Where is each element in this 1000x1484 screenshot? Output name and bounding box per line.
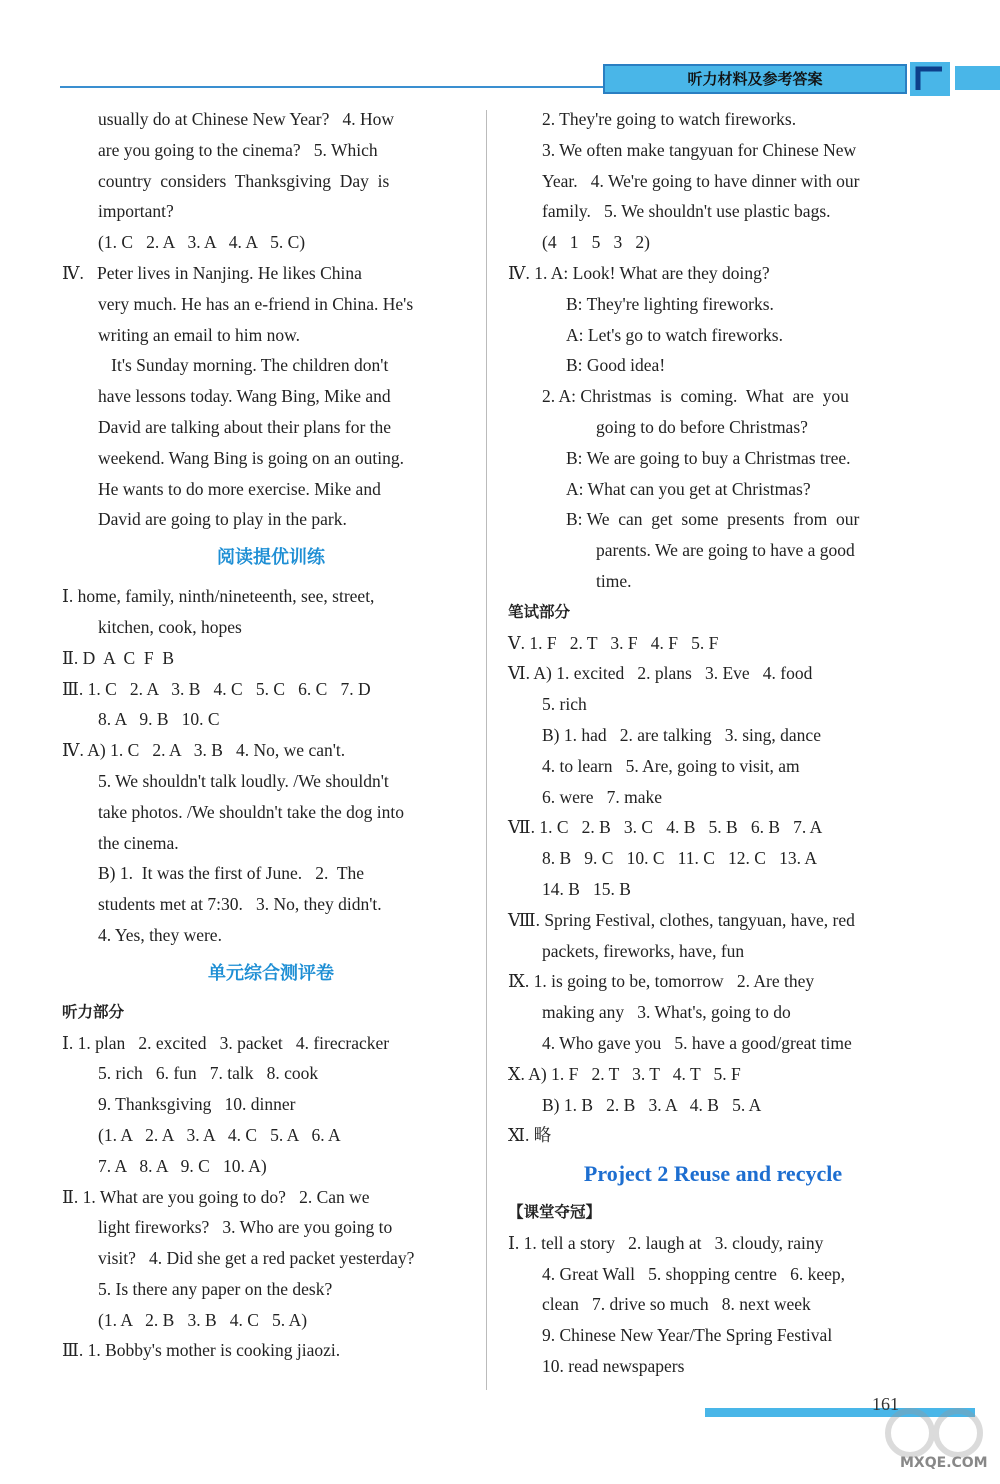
text-line: writing an email to him now.: [98, 324, 301, 345]
project-heading: Project 2 Reuse and recycle: [583, 1161, 843, 1187]
text-line: 5. We shouldn't talk loudly. /We shouldn't: [98, 770, 389, 791]
text-line: 4. Great Wall 5. shopping centre 6. keep,: [542, 1263, 845, 1284]
section-heading: 单元综合测评卷: [208, 962, 334, 984]
text-line: 14. B 15. B: [542, 878, 631, 899]
text-line: packets, fireworks, have, fun: [542, 940, 745, 961]
text-line: B: Good idea!: [566, 355, 666, 376]
text-line: students met at 7:30. 3. No, they didn't.: [98, 894, 382, 915]
text-line: Ⅵ. A) 1. excited 2. plans 3. Eve 4. food: [508, 663, 813, 684]
text-line: family. 5. We shouldn't use plastic bags.: [542, 201, 831, 222]
text-line: Ⅳ. A) 1. C 2. A 3. B 4. No, we can't.: [62, 740, 346, 761]
text-line: 4. Who gave you 5. have a good/great time: [542, 1032, 852, 1053]
text-line: Ⅸ. 1. is going to be, tomorrow 2. Are they: [508, 971, 815, 992]
text-line: B: We are going to buy a Christmas tree.: [566, 447, 851, 468]
text-line: B) 1. It was the first of June. 2. The: [98, 863, 365, 884]
text-line: (4 1 5 3 2): [542, 232, 650, 253]
text-line: Ⅲ. 1. Bobby's mother is cooking jiaozi.: [62, 1340, 341, 1361]
text-line: usually do at Chinese New Year? 4. How: [98, 109, 394, 129]
text-line: Year. 4. We're going to have dinner with our: [542, 170, 860, 191]
text-line: the cinema.: [98, 832, 179, 853]
text-line: clean 7. drive so much 8. next week: [542, 1294, 811, 1315]
section-heading: 阅读提优训练: [217, 547, 325, 569]
subsection-label: 听力部分: [62, 1002, 125, 1021]
text-line: 4. to learn 5. Are, going to visit, am: [542, 755, 800, 776]
text-line: visit? 4. Did she get a red packet yesterday?: [98, 1248, 415, 1269]
text-line: Ⅴ. 1. F 2. T 3. F 4. F 5. F: [508, 632, 719, 653]
header-tail-bar: [955, 66, 1000, 90]
text-line: David are going to play in the park.: [98, 509, 347, 530]
text-line: Ⅷ. Spring Festival, clothes, tangyuan, have, red: [508, 909, 855, 930]
text-line: Ⅹ. A) 1. F 2. T 3. T 4. T 5. F: [508, 1063, 741, 1084]
text-line: 8. B 9. C 10. C 11. C 12. C 13. A: [542, 848, 818, 869]
text-line: 2. A: Christmas is coming. What are you: [542, 386, 849, 407]
text-line: A: Let's go to watch fireworks.: [566, 324, 783, 345]
text-line: parents. We are going to have a good: [596, 540, 855, 561]
text-line: David are talking about their plans for the: [98, 416, 392, 437]
text-line: B) 1. had 2. are talking 3. sing, dance: [542, 724, 821, 745]
text-line: 9. Thanksgiving 10. dinner: [98, 1094, 296, 1115]
text-line: 5. rich: [542, 694, 587, 715]
text-line: 2. They're going to watch fireworks.: [542, 109, 797, 129]
text-line: making any 3. What's, going to do: [542, 1002, 791, 1023]
text-line: 3. We often make tangyuan for Chinese New: [542, 139, 857, 160]
text-line: 7. A 8. A 9. C 10. A): [98, 1155, 267, 1176]
watermark-url: MXQE.COM: [900, 1455, 988, 1471]
subsection-label: 笔试部分: [508, 602, 571, 621]
text-line: have lessons today. Wang Bing, Mike and: [98, 386, 391, 407]
text-line: Ⅶ. 1. C 2. B 3. C 4. B 5. B 6. B 7. A: [508, 817, 823, 838]
text-line: very much. He has an e-friend in China. He's: [98, 293, 414, 314]
text-line: 8. A 9. B 10. C: [98, 709, 220, 730]
text-line: He wants to do more exercise. Mike and: [98, 478, 381, 499]
text-line: Ⅲ. 1. C 2. A 3. B 4. C 5. C 6. C 7. D: [62, 678, 371, 699]
text-line: It's Sunday morning. The children don't: [98, 355, 389, 376]
text-line: Ⅱ. 1. What are you going to do? 2. Can we: [62, 1186, 370, 1207]
text-line: B: They're lighting fireworks.: [566, 293, 774, 314]
text-line: Ⅳ. 1. A: Look! What are they doing?: [508, 262, 770, 283]
text-line: important?: [98, 201, 174, 222]
text-line: time.: [596, 570, 632, 591]
text-line: going to do before Christmas?: [596, 416, 808, 437]
right-column: [508, 104, 918, 1382]
text-line: B: We can get some presents from our: [566, 509, 860, 530]
page-number: 161: [872, 1394, 899, 1414]
text-line: 10. read newspapers: [542, 1356, 685, 1377]
text-line: (1. A 2. A 3. A 4. C 5. A 6. A: [98, 1124, 341, 1145]
text-line: Ⅺ. 略: [508, 1125, 552, 1146]
header-rule: [60, 86, 610, 88]
text-line: kitchen, cook, hopes: [98, 616, 242, 637]
text-line: Ⅰ. home, family, ninth/nineteenth, see, street,: [62, 586, 375, 607]
text-line: weekend. Wang Bing is going on an outing.: [98, 447, 404, 468]
text-line: Ⅱ. D A C F B: [62, 647, 175, 668]
text-line: light fireworks? 3. Who are you going to: [98, 1217, 393, 1238]
text-line: (1. C 2. A 3. A 4. A 5. C): [98, 232, 306, 253]
text-line: 5. Is there any paper on the desk?: [98, 1278, 333, 1299]
header-title: 听力材料及参考答案: [603, 64, 907, 94]
corner-bracket-icon: [910, 62, 950, 96]
text-line: 5. rich 6. fun 7. talk 8. cook: [98, 1063, 319, 1084]
text-line: country considers Thanksgiving Day is: [98, 170, 390, 191]
text-line: (1. A 2. B 3. B 4. C 5. A): [98, 1309, 308, 1330]
text-line: Ⅰ. 1. plan 2. excited 3. packet 4. firecracker: [62, 1032, 390, 1053]
text-line: are you going to the cinema? 5. Which: [98, 139, 378, 160]
left-column: [62, 104, 480, 1366]
text-line: Ⅳ. Peter lives in Nanjing. He likes China: [62, 262, 362, 283]
text-line: B) 1. B 2. B 3. A 4. B 5. A: [542, 1094, 762, 1115]
text-line: Ⅰ. 1. tell a story 2. laugh at 3. cloudy, rainy: [508, 1232, 824, 1253]
text-line: 4. Yes, they were.: [98, 924, 222, 945]
subsection-label: 【课堂夺冠】: [508, 1203, 602, 1222]
text-line: 9. Chinese New Year/The Spring Festival: [542, 1325, 833, 1346]
text-line: 6. were 7. make: [542, 786, 663, 807]
text-line: A: What can you get at Christmas?: [566, 478, 811, 499]
text-line: take photos. /We shouldn't take the dog into: [98, 801, 405, 822]
column-divider: [486, 110, 487, 1390]
